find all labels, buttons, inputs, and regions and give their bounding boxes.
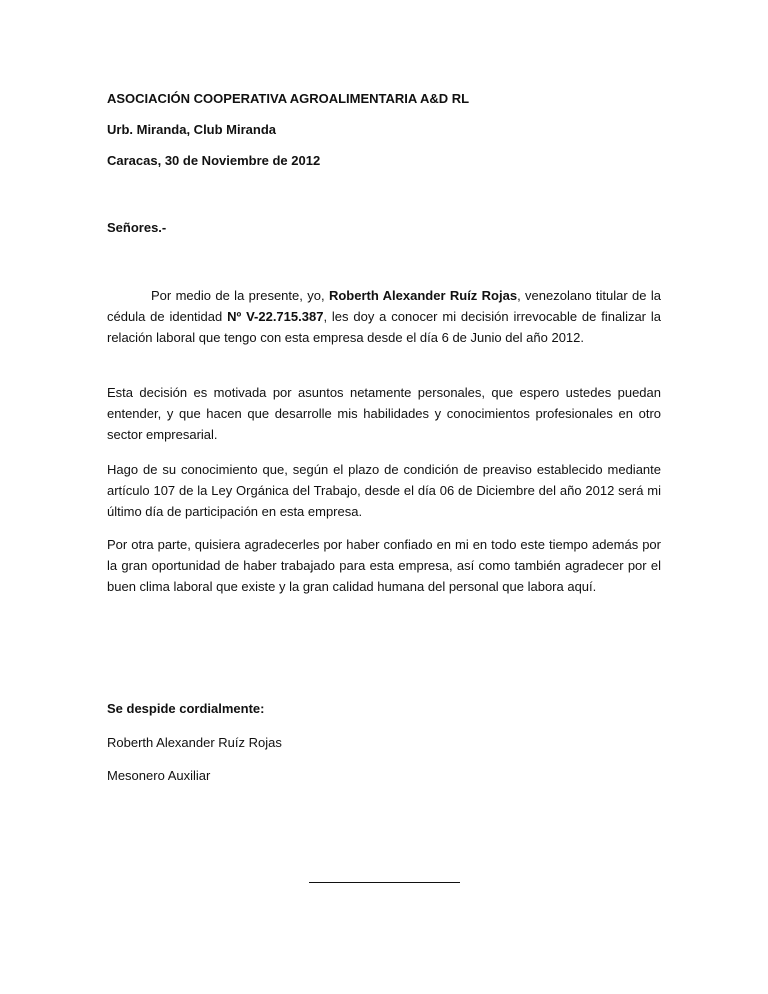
author-name-inline: Roberth Alexander Ruíz Rojas [328, 288, 518, 303]
paragraph-2: Esta decisión es motivada por asuntos netamente personales, que espero ustedes puedan entender, y que hacen que desarrolle mis habilidades y conocimientos profesionales en otro sector empresarial. [107, 385, 661, 442]
organization-address: Urb. Miranda, Club Miranda [107, 122, 277, 137]
organization-name: ASOCIACIÓN COOPERATIVA AGROALIMENTARIA A&D RL [107, 91, 470, 106]
paragraph-4: Por otra parte, quisiera agradecerles por haber confiado en mi en todo este tiempo además por la gran oportunidad de haber trabajado para esta empresa, así como también agradecer por el buen clima laboral que existe y la gran calidad humana del personal que labora aquí. [107, 537, 661, 594]
place-date: Caracas, 30 de Noviembre de 2012 [107, 153, 321, 168]
salutation: Señores.- [107, 220, 167, 235]
signature-line [309, 882, 460, 883]
paragraph-1-intro: Por medio de la presente, yo, [151, 288, 329, 303]
id-number: Nº V-22.715.387 [227, 309, 324, 324]
farewell: Se despide cordialmente: [107, 701, 265, 716]
paragraph-1 [107, 285, 661, 348]
paragraph-1-middle: , venezolano titular de la cédula de identidad [107, 288, 661, 324]
signer-name: Roberth Alexander Ruíz Rojas [107, 735, 282, 750]
paragraph-1-end: , les doy a conocer mi decisión irrevocable de finalizar la relación laboral que tengo con esta empresa desde el día 6 de Junio del año 2012. [107, 309, 661, 345]
paragraph-3: Hago de su conocimiento que, según el plazo de condición de preaviso establecido mediante artículo 107 de la Ley Orgánica del Trabajo, desde el día 06 de Diciembre del año 2012 será mi último día de participación en esta empresa. [107, 462, 661, 519]
signer-position: Mesonero Auxiliar [107, 768, 211, 783]
